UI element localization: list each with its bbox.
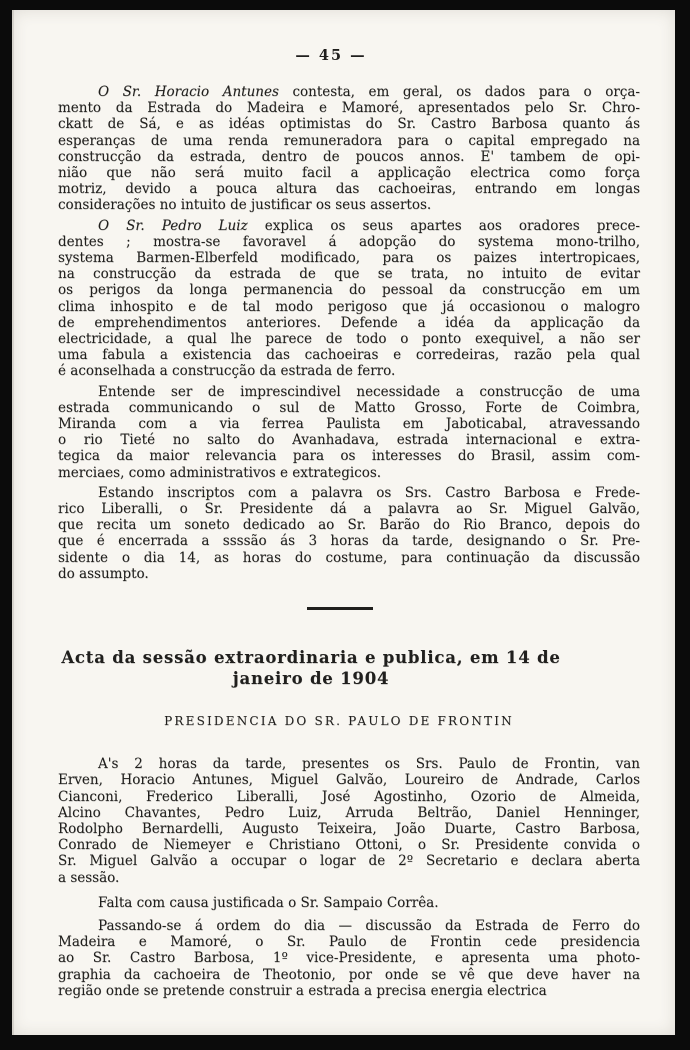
paper-page [12, 10, 675, 1035]
text-line: Acta da sessão extraordinaria e publica, em 14 de [61, 648, 561, 668]
heading [20, 647, 602, 689]
text-line: Estando inscriptos com a palavra os Srs. Castro Barbosa e Frede- [98, 484, 640, 501]
text-line: tegica da maior relevancia para os interesses do Brasil, assim com- [58, 448, 640, 465]
text-line: estrada communicando o sul de Matto Grosso, Forte de Coimbra, [58, 399, 640, 416]
text-line: o rio Tieté no salto do Avanhadava, estrada internacional e extra- [58, 432, 640, 449]
text-line: ao Sr. Castro Barbosa, 1º vice-Presidente, e apresenta uma photo- [58, 950, 640, 967]
text-line: electricidade, a qual lhe parece de todo o ponto exequivel, a não ser [58, 331, 640, 348]
text-line: os perigos da longa permanencia do pessoal da construcção em um [58, 282, 640, 299]
text-line: na construcção da estrada de que se trata, no intuito de evitar [58, 266, 640, 283]
text-line: rico Liberalli, o Sr. Presidente dá a palavra ao Sr. Miguel Galvão, [58, 501, 640, 518]
text-line: Conrado de Niemeyer e Christiano Ottoni, o Sr. Presidente convida o [58, 837, 640, 854]
text-line: dentes ; mostra-se favoravel á adopção do systema mono-trilho, [58, 233, 640, 250]
text-line: Madeira e Mamoré, o Sr. Paulo de Frontin cede presidencia [58, 934, 640, 951]
text-line: janeiro de 1904 [232, 669, 390, 689]
text-line: é aconselhada a construcção da estrada de ferro. [58, 363, 396, 380]
text-line: mento da Estrada do Madeira e Mamoré, apresentados pelo Sr. Chro- [58, 100, 640, 117]
paragraph [58, 218, 640, 380]
text-line: merciaes, como administrativos e extrategicos. [58, 464, 382, 481]
text-line: uma fabula a existencia das cachoeiras e corredeiras, razão pela qual [58, 347, 640, 364]
text-line: esperanças de uma renda remuneradora para o capital empregado na [58, 132, 640, 149]
text-line: que recita um soneto dedicado ao Sr. Barão do Rio Branco, depois do [58, 517, 640, 534]
text-line: Erven, Horacio Antunes, Miguel Galvão, Loureiro de Andrade, Carlos [58, 772, 640, 789]
text-line: systema Barmen-Elberfeld modificado, para os paizes intertropicaes, [58, 250, 640, 267]
text-line: região onde se pretende construir a estrada a precisa energia electrica [58, 982, 547, 999]
divider [307, 607, 373, 610]
text-line: construcção da estrada, dentro de poucos annos. E' tambem de opi- [58, 148, 640, 165]
text-line: graphia da cachoeira de Theotonio, por onde se vê que deve haver na [58, 966, 640, 983]
paragraph [58, 84, 640, 214]
paragraph [58, 756, 640, 886]
text-line: nião que não será muito facil a applicação electrica como força [58, 165, 640, 182]
paragraph [58, 485, 640, 582]
text-line: PRESIDENCIA DO SR. PAULO DE FRONTIN [164, 714, 514, 729]
text-line: O Sr. Horacio Antunes contesta, em geral, os dados para o orça- [98, 84, 640, 100]
text-line: sidente o dia 14, as horas do costume, para continuação da discussão [58, 549, 640, 566]
text-line: que é encerrada a ssssão ás 3 horas da tarde, designando o Sr. Pre- [58, 533, 640, 550]
text-line: a sessão. [58, 869, 120, 886]
text-line: motriz, devido a pouca altura das cachoeiras, entrando em longas [58, 181, 640, 198]
text-line: Sr. Miguel Galvão a occupar o logar de 2º Secretario e declara aberta [58, 853, 640, 870]
text-line: do assumpto. [58, 565, 149, 582]
text-line: Falta com causa justificada o Sr. Sampaio Corrêa. [98, 894, 439, 911]
document-body [12, 84, 675, 999]
text-line: Miranda com a via ferrea Paulista em Jaboticabal, atravessando [58, 416, 640, 433]
paragraph [58, 384, 640, 481]
text-line: clima inhospito e de tal modo perigoso que já occasionou o malogro [58, 298, 640, 315]
page-number: — 45 — [295, 47, 367, 64]
paragraph [58, 918, 640, 999]
text-line: A's 2 horas da tarde, presentes os Srs. Paulo de Frontin, van [98, 756, 640, 773]
text-line: O Sr. Pedro Luiz explica os seus apartes aos oradores prece- [98, 217, 640, 234]
text-line: de emprehendimentos anteriores. Defende a idéa da applicação da [58, 314, 640, 331]
text-line: Passando-se á ordem do dia — discussão da Estrada de Ferro do [98, 917, 640, 934]
text-line: Entende ser de imprescindivel necessidade a construcção de uma [98, 383, 640, 400]
text-line: ckatt de Sá, e as idéas optimistas do Sr. Castro Barbosa quanto ás [58, 116, 640, 133]
subheading [48, 714, 630, 729]
text-line: Alcino Chavantes, Pedro Luiz, Arruda Beltrão, Daniel Henninger, [58, 804, 640, 821]
text-line: Rodolpho Bernardelli, Augusto Teixeira, João Duarte, Castro Barbosa, [58, 820, 640, 837]
text-line: Cianconi, Frederico Liberalli, José Agostinho, Ozorio de Almeida, [58, 788, 640, 805]
paragraph [58, 895, 640, 911]
text-line: considerações no intuito de justificar os seus assertos. [58, 197, 432, 214]
